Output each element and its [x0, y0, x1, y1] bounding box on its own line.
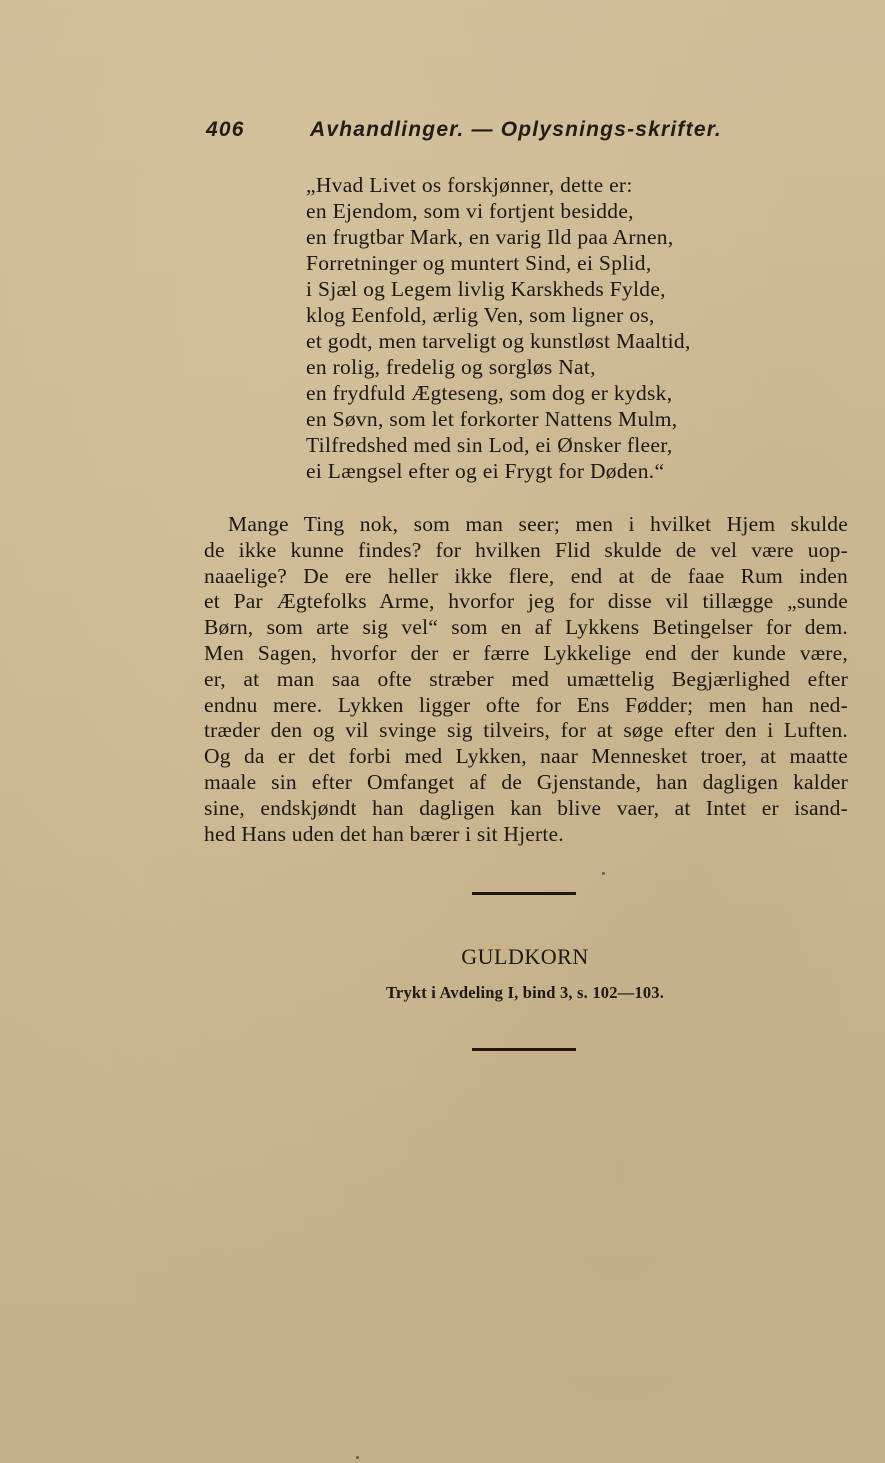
paragraph-line: de ikke kunne findes? for hvilken Flid skulde de vel være uop- [204, 537, 848, 562]
section-subtitle: Trykt i Avdeling I, bind 3, s. 102—103. [385, 983, 665, 1002]
paragraph-line: et Par Ægtefolks Arme, hvorfor jeg for disse vil tillægge „sunde [204, 589, 848, 614]
poem-line: en frugtbar Mark, en varig Ild paa Arnen, [306, 225, 674, 249]
paragraph-line: træder den og vil svinge sig tilveirs, for at søge efter den i Luften. [204, 718, 848, 743]
poem-line: Forretninger og muntert Sind, ei Splid, [306, 251, 652, 275]
page-header [206, 118, 766, 154]
paragraph-line: sine, endskjøndt han dagligen kan blive vaer, at Intet er isand- [204, 795, 848, 820]
section-divider-top [472, 892, 576, 895]
paragraph-line: endnu mere. Lykken ligger ofte for Ens Fødder; men han ned- [204, 692, 848, 717]
poem-line: et godt, men tarveligt og kunstløst Maaltid, [306, 329, 691, 353]
body-paragraph [204, 512, 848, 847]
ink-speck [356, 1456, 359, 1459]
paragraph-line: Og da er det forbi med Lykken, naar Mennesket troer, at maatte [204, 744, 848, 769]
running-head: Avhandlinger. — Oplysnings-skrifter. [310, 118, 722, 141]
paragraph-line: er, at man saa ofte stræber med umættelig Begjærlighed efter [204, 666, 848, 691]
paragraph-line: Men Sagen, hvorfor der er færre Lykkelige end der kunde være, [204, 640, 848, 665]
poem-line: en rolig, fredelig og sorgløs Nat, [306, 355, 596, 379]
poem-line: en Søvn, som let forkorter Nattens Mulm, [306, 407, 678, 431]
ink-speck [602, 872, 605, 875]
poem-line: Tilfredshed med sin Lod, ei Ønsker fleer, [306, 433, 673, 457]
poem-line: ei Længsel efter og ei Frygt for Døden.“ [306, 459, 665, 483]
poem-line: „Hvad Livet os forskjønner, dette er: [306, 173, 633, 197]
page-number: 406 [206, 118, 245, 141]
paragraph-line: hed Hans uden det han bærer i sit Hjerte. [204, 821, 564, 846]
section-divider-bottom [472, 1048, 576, 1051]
paragraph-line: Børn, som arte sig vel“ som en af Lykkens Betingelser for dem. [204, 615, 848, 640]
poem-line: en Ejendom, som vi fortjent besidde, [306, 199, 634, 223]
poem-quotation [306, 172, 776, 484]
paragraph-line: maale sin efter Omfanget af de Gjenstande, han dagligen kalder [204, 769, 848, 794]
section-title: GULDKORN [461, 944, 589, 969]
paragraph-line: naaelige? De ere heller ikke flere, end at de faae Rum inden [204, 563, 848, 588]
poem-line: i Sjæl og Legem livlig Karskheds Fylde, [306, 277, 666, 301]
poem-line: en frydfuld Ægteseng, som dog er kydsk, [306, 381, 673, 405]
paragraph-line: Mange Ting nok, som man seer; men i hvilket Hjem skulde [228, 512, 848, 536]
poem-line: klog Eenfold, ærlig Ven, som ligner os, [306, 303, 655, 327]
